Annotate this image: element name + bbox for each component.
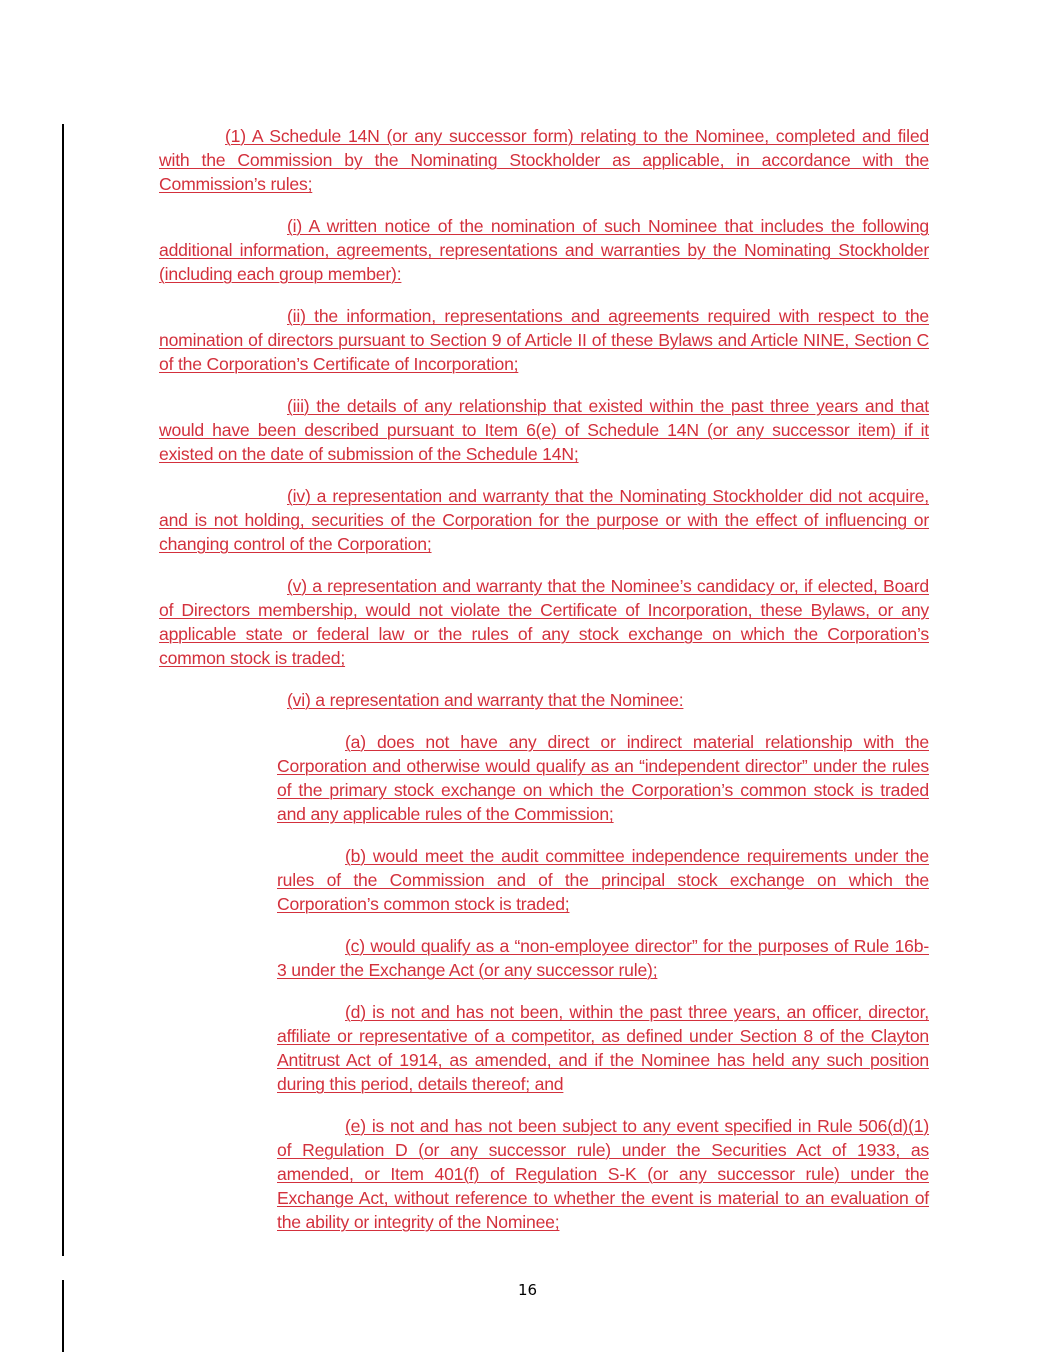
sub-item-c-non-employee-director: (c) would qualify as a “non-employee director” for the purposes of Rule 16b-3 under the Exchange Act (or any successor rule); (277, 936, 929, 980)
sub-item-d-competitor: (d) is not and has not been, within the past three years, an officer, director, affiliate or representative of a competitor, as defined under Section 8 of the Clayton Antitrust Act of 1914, as amended, and if the Nominee has held any such position during this period, details thereof; and (277, 1002, 929, 1094)
paragraph-i-written-notice: (i) A written notice of the nomination of such Nominee that includes the following additional information, agreements, representations and warranties by the Nominating Stockholder (including each group member): (159, 216, 929, 284)
sub-item-b-audit-committee: (b) would meet the audit committee independence requirements under the rules of the Commission and of the principal stock exchange on which the Corporation’s common stock is traded; (277, 846, 929, 914)
paragraph-ii-information: (ii) the information, representations and agreements required with respect to the nomination of directors pursuant to Section 9 of Article II of these Bylaws and Article NINE, Section C of the Corporation’s Certificate of Incorporation; (159, 306, 929, 374)
page-number: 16 (517, 1281, 538, 1299)
paragraph-1-schedule-14n: (1) A Schedule 14N (or any successor form) relating to the Nominee, completed and filed with the Commission by the Nominating Stockholder as applicable, in accordance with the Commission’s rules; (159, 126, 929, 194)
sub-item-a-independent-director: (a) does not have any direct or indirect material relationship with the Corporation and otherwise would qualify as an “independent director” under the rules of the primary stock exchange on which the Corporation’s common stock is traded and any applicable rules of the Commission; (277, 732, 929, 824)
revision-change-bar-main (62, 124, 64, 1256)
paragraph-v-candidacy-representation: (v) a representation and warranty that the Nominee’s candidacy or, if elected, Board of Directors membership, would not violate the Certificate of Incorporation, these Bylaws, or any applicable state or federal law or the rules of any stock exchange on which the Corporation’s common stock is traded; (159, 576, 929, 668)
document-body (159, 124, 929, 1252)
sub-item-e-rule-506: (e) is not and has not been subject to any event specified in Rule 506(d)(1) of Regulation D (or any successor rule) under the Securities Act of 1933, as amended, or Item 401(f) of Regulation S-K (or any successor rule) under the Exchange Act, without reference to whether the event is material to an evaluation of the ability or integrity of the Nominee; (277, 1116, 929, 1232)
paragraph-vi-nominee-representation: (vi) a representation and warranty that the Nominee: (287, 690, 684, 710)
paragraph-iv-control-representation: (iv) a representation and warranty that the Nominating Stockholder did not acquire, and is not holding, securities of the Corporation for the purpose or with the effect of influencing or changing control of the Corporation; (159, 486, 929, 554)
paragraph-iii-relationship-details: (iii) the details of any relationship that existed within the past three years and that would have been described pursuant to Item 6(e) of Schedule 14N (or any successor item) if it existed on the date of submission of the Schedule 14N; (159, 396, 929, 464)
